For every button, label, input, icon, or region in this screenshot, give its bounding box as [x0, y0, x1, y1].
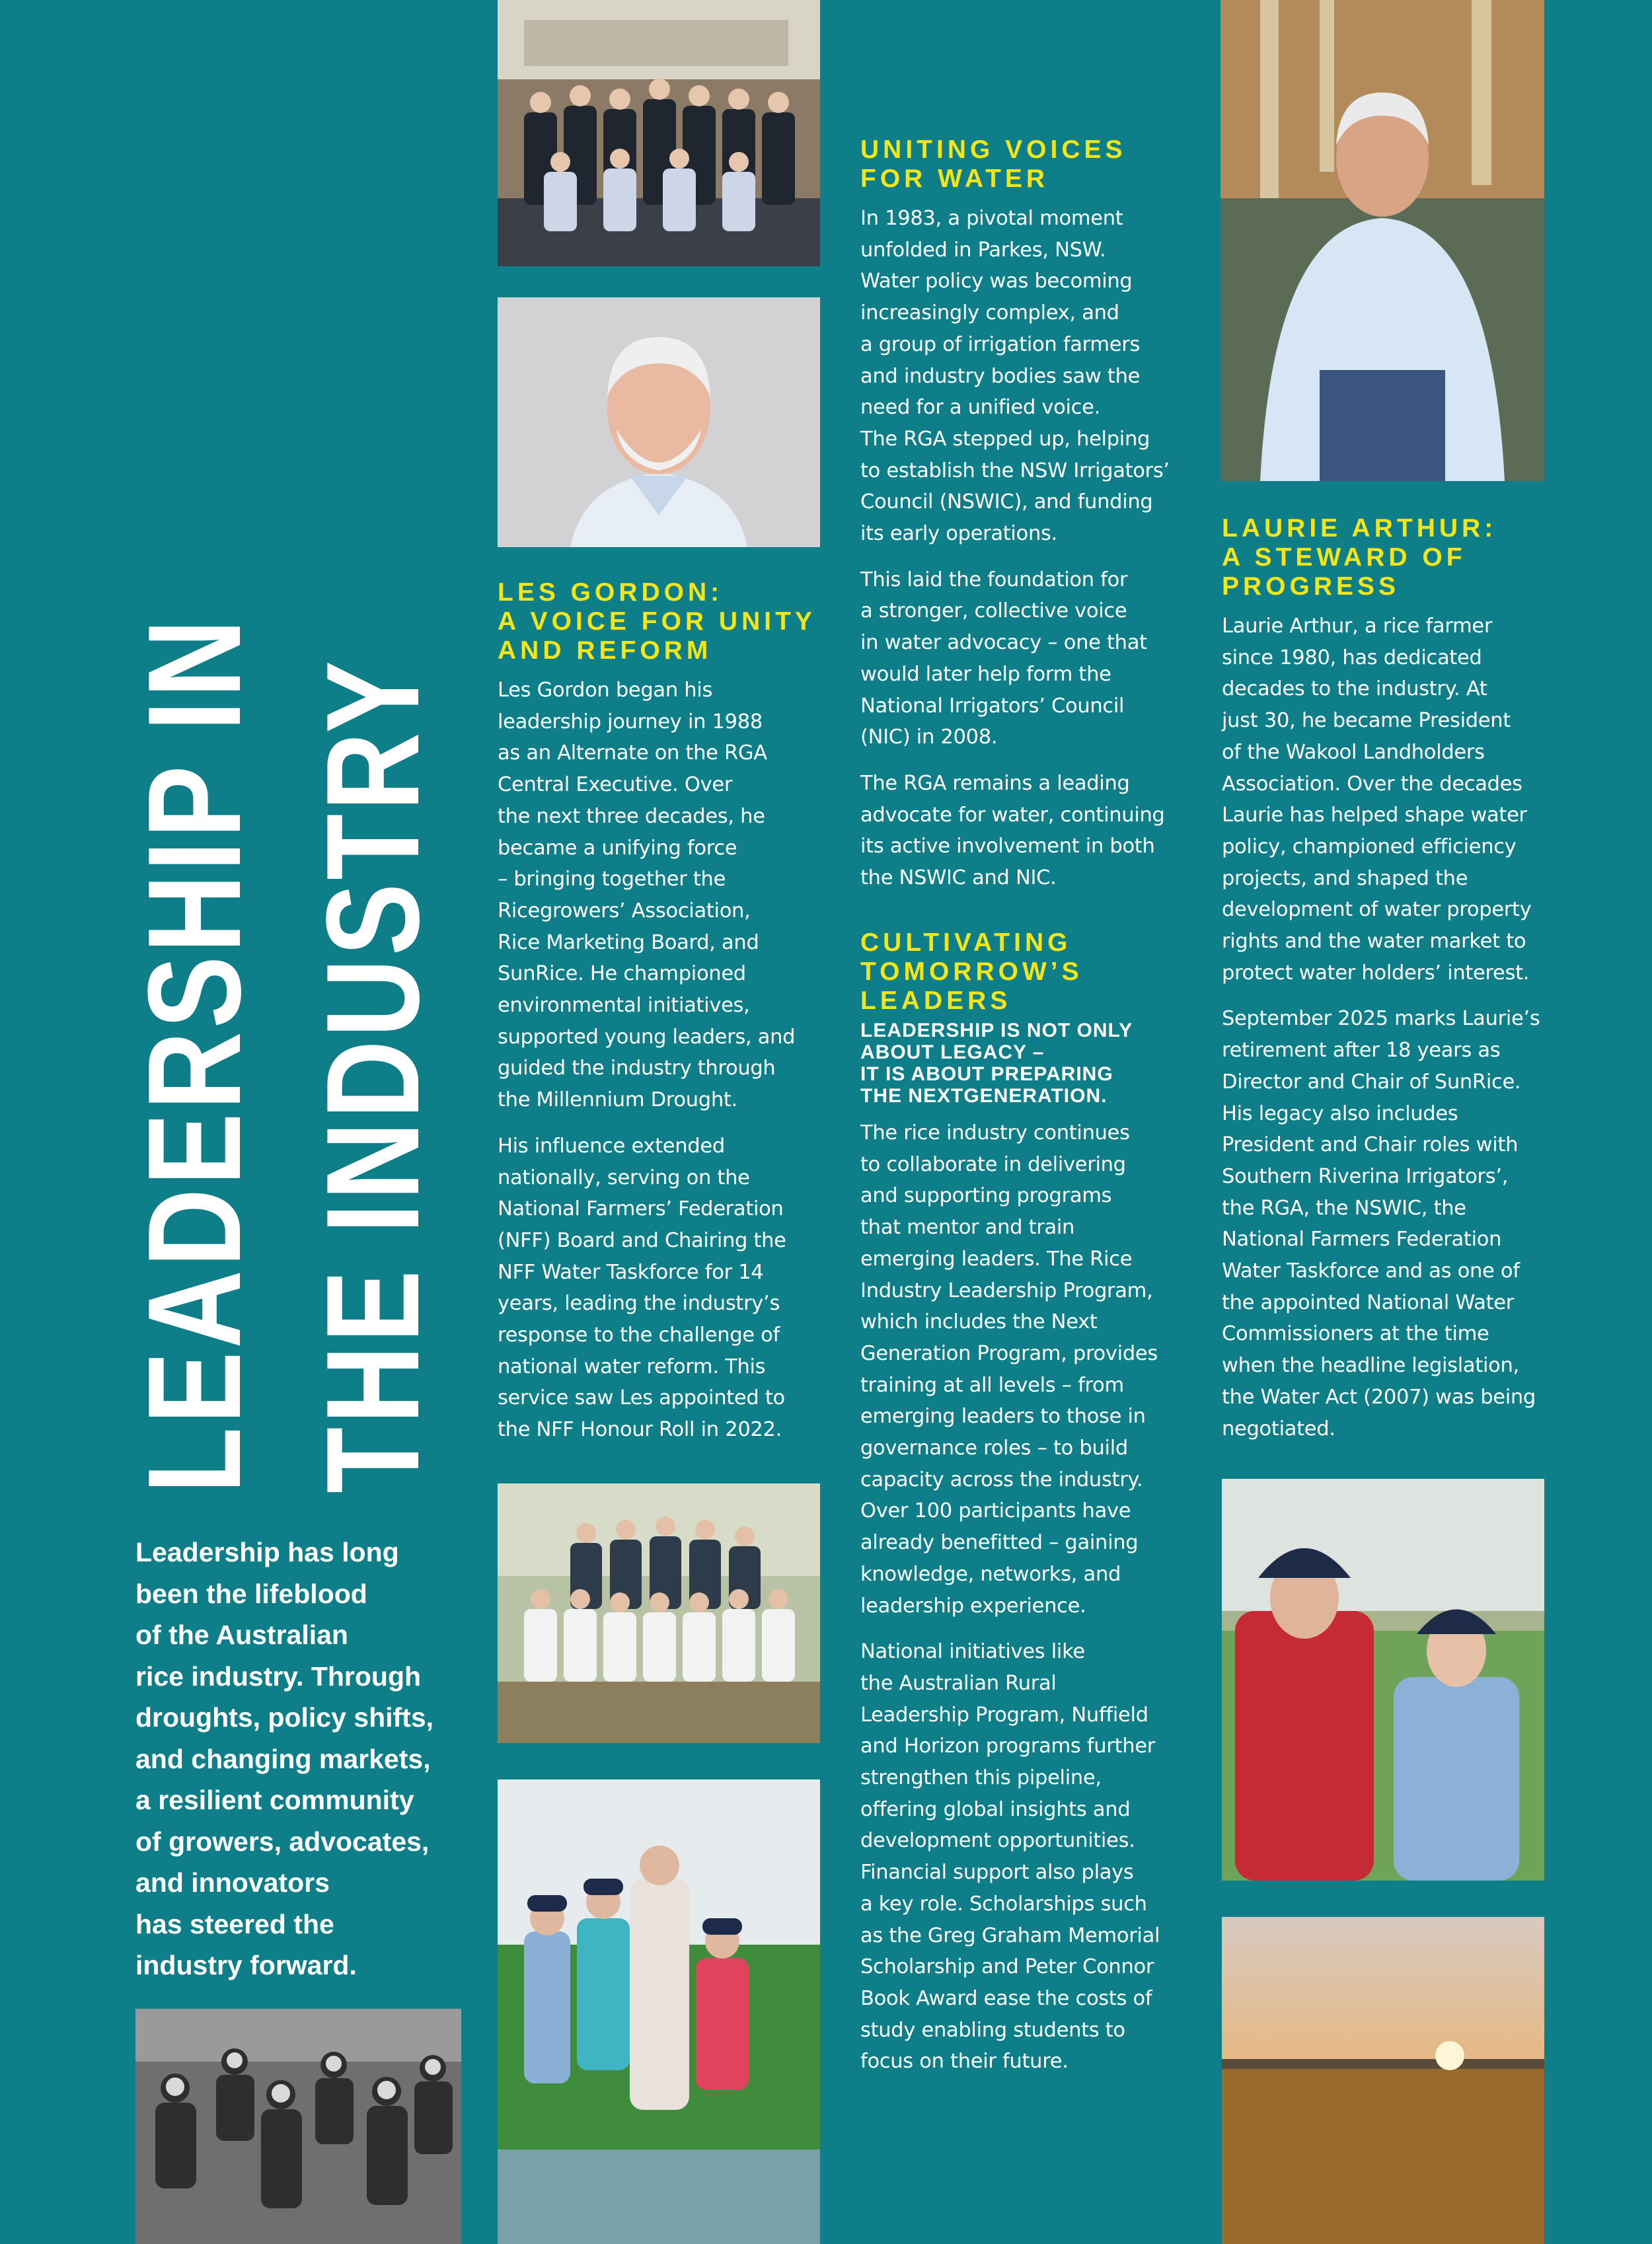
cultivating-leaders-paragraph-2-line: a key role. Scholarships such — [860, 1892, 1147, 1916]
les-gordon-paragraph-1-line: SunRice. He championed — [498, 962, 746, 986]
laurie-arthur-paragraph-2-line: National Farmers Federation — [1222, 1228, 1502, 1252]
les-gordon-paragraph-2-line: nationally, serving on the — [498, 1166, 750, 1189]
intro-quote-line: a resilient community — [135, 1785, 414, 1815]
uniting-voices-paragraph-3-line: the NSWIC and NIC. — [860, 866, 1057, 890]
laurie-arthur-paragraph-1-line: Laurie Arthur, a rice farmer — [1222, 615, 1493, 638]
family-in-rice-field-photo — [498, 1779, 820, 2244]
les-gordon-portrait — [498, 297, 820, 547]
cultivating-leaders-paragraph-1 — [860, 1117, 1191, 1622]
cultivating-leaders-paragraph-2-line: the Australian Rural — [860, 1671, 1057, 1695]
cultivating-leaders-paragraph-1-line: emerging leaders to those in — [860, 1405, 1146, 1429]
les-gordon-paragraph-1-line: Rice Marketing Board, and — [498, 930, 759, 954]
cultivating-leaders-subhead — [860, 1020, 1191, 1107]
uniting-voices-paragraph-2-line: This laid the foundation for — [860, 568, 1128, 591]
cultivating-leaders-paragraph-2-line: study enabling students to — [860, 2018, 1125, 2042]
laurie-arthur-paragraph-2-line: September 2025 marks Laurie’s — [1222, 1007, 1540, 1031]
les-gordon-paragraph-1-line: Ricegrowers’ Association, — [498, 899, 751, 922]
uniting-voices-paragraph-3-line: advocate for water, continuing — [860, 803, 1165, 827]
les-gordon-paragraph-2-line: national water reform. This — [498, 1355, 766, 1378]
laurie-arthur-heading-line: A STEWARD OF — [1222, 543, 1466, 572]
les-gordon-heading-line: AND REFORM — [498, 636, 712, 665]
cultivating-leaders-paragraph-1-line: training at all levels – from — [860, 1373, 1124, 1397]
les-gordon-paragraph-1-line: as an Alternate on the RGA — [498, 741, 767, 765]
cultivating-leaders-paragraph-1-line: governance roles – to build — [860, 1437, 1128, 1460]
uniting-voices-section — [860, 135, 1191, 894]
cultivating-leaders-paragraph-1-line: emerging leaders. The Rice — [860, 1247, 1133, 1271]
laurie-arthur-paragraph-2-line: President and Chair roles with — [1222, 1133, 1519, 1157]
cultivating-leaders-paragraph-1-line: that mentor and train — [860, 1216, 1075, 1240]
les-gordon-paragraph-1-line: leadership journey in 1988 — [498, 710, 763, 733]
uniting-voices-paragraph-1-line: Water policy was becoming — [860, 270, 1133, 293]
cultivating-leaders-section — [860, 928, 1191, 2077]
uniting-voices-paragraph-2-line: in water advocacy – one that — [860, 631, 1147, 655]
les-gordon-paragraph-1-line: environmental initiatives, — [498, 994, 750, 1018]
intro-quote-line: has steered the — [135, 1908, 334, 1939]
uniting-voices-paragraph-2-line: (NIC) in 2008. — [860, 726, 998, 749]
uniting-voices-paragraph-2-line: would later help form the — [860, 662, 1111, 686]
laurie-arthur-paragraph-2-line: Water Taskforce and as one of — [1222, 1259, 1520, 1283]
historic-photo — [135, 2009, 461, 2244]
laurie-arthur-paragraph-1-line: Association. Over the decades — [1222, 772, 1522, 796]
les-gordon-paragraph-2-line: years, leading the industry’s — [498, 1292, 780, 1316]
intro-quote-line: of the Australian — [135, 1620, 348, 1650]
intro-quote-line: Leadership has long — [135, 1537, 399, 1567]
les-gordon-paragraph-1-line: – bringing together the — [498, 868, 726, 891]
uniting-voices-paragraph-1-line: Council (NSWIC), and funding — [860, 490, 1153, 514]
uniting-voices-paragraph-1-line: In 1983, a pivotal moment — [860, 207, 1123, 230]
laurie-arthur-section — [1222, 514, 1552, 1444]
laurie-arthur-paragraph-1 — [1222, 611, 1552, 989]
cultivating-leaders-paragraph-1-line: to collaborate in delivering — [860, 1152, 1126, 1176]
les-gordon-paragraph-2-line: National Farmers’ Federation — [498, 1197, 784, 1221]
cultivating-leaders-paragraph-1-line: Over 100 participants have — [860, 1499, 1131, 1523]
page-title — [106, 410, 463, 1493]
cultivating-leaders-paragraph-1-line: already benefitted – gaining — [860, 1531, 1139, 1555]
cultivating-leaders-subhead-line: IT IS ABOUT PREPARING — [860, 1063, 1113, 1085]
laurie-arthur-paragraph-2-line: the RGA, the NSWIC, the — [1222, 1196, 1466, 1220]
uniting-voices-paragraph-2-line: National Irrigators’ Council — [860, 694, 1125, 718]
les-gordon-heading — [498, 578, 828, 665]
cultivating-leaders-paragraph-2-line: Leadership Program, Nuffield — [860, 1703, 1148, 1727]
laurie-arthur-paragraph-2-line: the appointed National Water — [1222, 1290, 1514, 1314]
cultivating-leaders-paragraph-2-line: Book Award ease the costs of — [860, 1986, 1152, 2010]
les-gordon-paragraph-1-line: the next three decades, he — [498, 804, 765, 828]
uniting-voices-heading — [860, 135, 1191, 194]
uniting-voices-paragraph-3-line: The RGA remains a leading — [860, 771, 1130, 795]
intro-quote-line: droughts, policy shifts, — [135, 1702, 434, 1733]
laurie-arthur-paragraph-1-line: projects, and shaped the — [1222, 866, 1468, 890]
cultivating-leaders-heading — [860, 928, 1191, 1016]
laurie-arthur-heading-line: PROGRESS — [1222, 572, 1400, 601]
laurie-arthur-portrait — [1220, 0, 1544, 481]
uniting-voices-paragraph-1-line: need for a unified voice. — [860, 396, 1101, 420]
page-title-line-2: THE INDUSTRY — [299, 657, 447, 1493]
les-gordon-paragraph-1-line: Les Gordon began his — [498, 679, 713, 702]
laurie-arthur-paragraph-1-line: Laurie has helped shape water — [1222, 804, 1527, 827]
cultivating-leaders-paragraph-1-line: Industry Leadership Program, — [860, 1279, 1153, 1302]
les-gordon-paragraph-1 — [498, 675, 828, 1116]
les-gordon-paragraph-1-line: guided the industry through — [498, 1057, 776, 1080]
page-title-line-1: LEADERSHIP IN — [121, 616, 268, 1493]
uniting-voices-heading-line: UNITING VOICES — [860, 135, 1127, 164]
cultivating-leaders-heading-line: CULTIVATING — [860, 928, 1072, 957]
laurie-arthur-paragraph-2-line: when the headline legislation, — [1222, 1354, 1519, 1378]
cultivating-leaders-heading-line: TOMORROW’S — [860, 957, 1083, 986]
uniting-voices-paragraph-1 — [860, 203, 1191, 550]
les-gordon-paragraph-2-line: response to the challenge of — [498, 1324, 780, 1347]
laurie-arthur-paragraph-2-line: Director and Chair of SunRice. — [1222, 1070, 1521, 1094]
cultivating-leaders-heading-line: LEADERS — [860, 987, 1012, 1015]
cultivating-leaders-paragraph-2-line: National initiatives like — [860, 1640, 1085, 1664]
laurie-arthur-paragraph-1-line: policy, championed efficiency — [1222, 835, 1517, 858]
laurie-arthur-heading-line: LAURIE ARTHUR: — [1222, 514, 1497, 542]
les-gordon-paragraph-1-line: supported young leaders, and — [498, 1025, 796, 1049]
laurie-arthur-heading — [1222, 514, 1552, 601]
cultivating-leaders-paragraph-1-line: leadership experience. — [860, 1594, 1086, 1618]
laurie-arthur-paragraph-2-line: negotiated. — [1222, 1417, 1335, 1440]
cultivating-leaders-paragraph-2-line: as the Greg Graham Memorial — [860, 1924, 1160, 1947]
les-gordon-section — [498, 578, 828, 1446]
cultivating-leaders-paragraph-1-line: and supporting programs — [860, 1184, 1112, 1208]
cultivating-leaders-paragraph-2-line: and Horizon programs further — [860, 1735, 1155, 1758]
laurie-arthur-paragraph-1-line: protect water holders’ interest. — [1222, 961, 1530, 985]
laurie-arthur-paragraph-2 — [1222, 1003, 1552, 1444]
les-gordon-paragraph-1-line: the Millennium Drought. — [498, 1088, 737, 1112]
laurie-arthur-paragraph-1-line: decades to the industry. At — [1222, 677, 1487, 701]
cultivating-leaders-paragraph-1-line: which includes the Next — [860, 1310, 1098, 1334]
cultivating-leaders-paragraph-2 — [860, 1636, 1191, 2077]
young-leaders-group-photo — [498, 1483, 820, 1743]
intro-quote-line: and innovators — [135, 1867, 330, 1898]
laurie-arthur-paragraph-2-line: His legacy also includes — [1222, 1102, 1458, 1125]
cultivating-leaders-paragraph-1-line: Generation Program, provides — [860, 1341, 1158, 1365]
uniting-voices-paragraph-2 — [860, 564, 1191, 753]
cultivating-leaders-paragraph-1-line: knowledge, networks, and — [860, 1562, 1121, 1586]
les-gordon-paragraph-2 — [498, 1131, 828, 1446]
laurie-arthur-paragraph-1-line: just 30, he became President — [1222, 709, 1511, 733]
uniting-voices-paragraph-1-line: a group of irrigation farmers — [860, 332, 1141, 356]
intro-quote-line: been the lifeblood — [135, 1578, 367, 1609]
cultivating-leaders-subhead-line: THE NEXTGENERATION. — [860, 1085, 1108, 1107]
cultivating-leaders-paragraph-2-line: development opportunities. — [860, 1829, 1135, 1853]
cultivating-leaders-paragraph-2-line: Scholarship and Peter Connor — [860, 1955, 1154, 1979]
uniting-voices-paragraph-1-line: to establish the NSW Irrigators’ — [860, 459, 1170, 482]
laurie-arthur-paragraph-2-line: Southern Riverina Irrigators’, — [1222, 1164, 1509, 1188]
intro-quote-line: and changing markets, — [135, 1743, 431, 1774]
cultivating-leaders-paragraph-2-line: Financial support also plays — [860, 1861, 1134, 1885]
cultivating-leaders-paragraph-2-line: offering global insights and — [860, 1797, 1131, 1821]
intro-quote-line: industry forward. — [135, 1950, 357, 1980]
intro-quote-line: of growers, advocates, — [135, 1826, 430, 1857]
board-group-photo — [498, 0, 820, 266]
laurie-arthur-paragraph-1-line: rights and the water market to — [1222, 930, 1526, 954]
uniting-voices-paragraph-1-line: and industry bodies saw the — [860, 364, 1141, 388]
cultivating-leaders-paragraph-2-line: strengthen this pipeline, — [860, 1766, 1102, 1790]
uniting-voices-paragraph-1-line: unfolded in Parkes, NSW. — [860, 238, 1106, 262]
intro-quote-line: rice industry. Through — [135, 1661, 422, 1692]
les-gordon-paragraph-2-line: (NFF) Board and Chairing the — [498, 1228, 786, 1252]
laurie-arthur-paragraph-1-line: development of water property — [1222, 898, 1532, 922]
uniting-voices-paragraph-2-line: a stronger, collective voice — [860, 599, 1127, 623]
les-gordon-paragraph-2-line: His influence extended — [498, 1134, 725, 1158]
uniting-voices-paragraph-1-line: its early operations. — [860, 522, 1057, 546]
les-gordon-paragraph-1-line: Central Executive. Over — [498, 773, 733, 797]
laurie-arthur-paragraph-1-line: of the Wakool Landholders — [1222, 740, 1485, 764]
laurie-arthur-paragraph-1-line: since 1980, has dedicated — [1222, 646, 1482, 669]
cultivating-leaders-paragraph-1-line: The rice industry continues — [860, 1121, 1130, 1144]
young-farmers-photo — [1222, 1479, 1544, 1881]
les-gordon-paragraph-2-line: NFF Water Taskforce for 14 — [498, 1260, 764, 1284]
les-gordon-paragraph-1-line: became a unifying force — [498, 836, 737, 860]
laurie-arthur-paragraph-2-line: retirement after 18 years as — [1222, 1039, 1501, 1063]
cultivating-leaders-subhead-line: ABOUT LEGACY – — [860, 1041, 1045, 1063]
uniting-voices-heading-line: FOR WATER — [860, 165, 1049, 193]
cultivating-leaders-paragraph-2-line: focus on their future. — [860, 2050, 1069, 2074]
les-gordon-paragraph-2-line: service saw Les appointed to — [498, 1386, 785, 1410]
laurie-arthur-paragraph-2-line: Commissioners at the time — [1222, 1322, 1489, 1346]
laurie-arthur-paragraph-2-line: the Water Act (2007) was being — [1222, 1385, 1536, 1409]
les-gordon-heading-line: A VOICE FOR UNITY — [498, 607, 816, 636]
sunset-field-photo — [1222, 1917, 1544, 2244]
uniting-voices-paragraph-1-line: The RGA stepped up, helping — [860, 427, 1150, 451]
cultivating-leaders-paragraph-1-line: capacity across the industry. — [860, 1468, 1143, 1491]
uniting-voices-paragraph-3 — [860, 768, 1191, 894]
les-gordon-paragraph-2-line: the NFF Honour Roll in 2022. — [498, 1418, 782, 1442]
les-gordon-heading-line: LES GORDON: — [498, 578, 724, 607]
uniting-voices-paragraph-3-line: its active involvement in both — [860, 835, 1155, 858]
cultivating-leaders-subhead-line: LEADERSHIP IS NOT ONLY — [860, 1020, 1133, 1041]
uniting-voices-paragraph-1-line: increasingly complex, and — [860, 301, 1119, 325]
intro-quote — [135, 1532, 479, 1986]
